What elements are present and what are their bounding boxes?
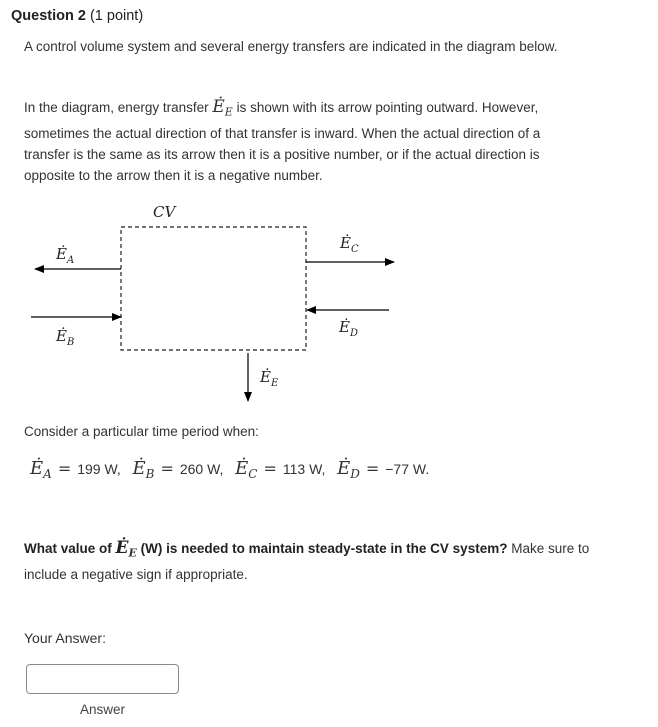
- symbol-sub: E: [224, 105, 233, 119]
- given-ec: $Ė_C = 113$ W,: [235, 458, 326, 481]
- symbol-e: Ė: [212, 97, 225, 117]
- label-eb: $Ė_B$: [56, 327, 75, 348]
- label-ea: $Ė_A$: [56, 245, 75, 266]
- question-prompt: What value of $Ė_E$ (W) is needed to maintain steady-state in the CV system? Make sure to include a negative sign if appropriate.: [24, 538, 590, 582]
- given-ea: $Ė_A = 199$ W,: [30, 458, 121, 481]
- answer-input[interactable]: [26, 664, 179, 694]
- question-points: (1 point): [89, 8, 144, 24]
- label-ee: $Ė_E$: [260, 368, 279, 389]
- control-volume-diagram: [22, 198, 402, 410]
- given-eb: $Ė_B = 260$ W,: [132, 458, 224, 481]
- given-values: [30, 458, 429, 481]
- label-ed: $Ė_D$: [339, 318, 358, 339]
- answer-caption: Answer: [80, 702, 126, 717]
- explanation-text: In the diagram, energy transfer $Ė_E$ is shown with its arrow pointing outward. However, sometimes the actual direction of that transfer is inward. When the actual direction of a transfer is the same as its arrow then it is a positive number, or if the actual direction is opposite to the arrow then it is a negative number.: [24, 97, 541, 183]
- given-ed: $Ė_D = -77$ W.: [337, 458, 430, 481]
- intro-text: A control volume system and several energy transfers are indicated in the diagram below.: [24, 39, 558, 54]
- prompt-symbol: Ė: [115, 538, 129, 558]
- question-title: Question 2: [11, 8, 86, 24]
- question-header: [11, 8, 143, 24]
- control-volume-box: [121, 227, 306, 350]
- cv-label: CV: [153, 203, 176, 221]
- answer-label: Your Answer:: [24, 630, 106, 646]
- label-ec: $Ė_C$: [340, 234, 359, 255]
- condition-text: Consider a particular time period when:: [24, 424, 259, 439]
